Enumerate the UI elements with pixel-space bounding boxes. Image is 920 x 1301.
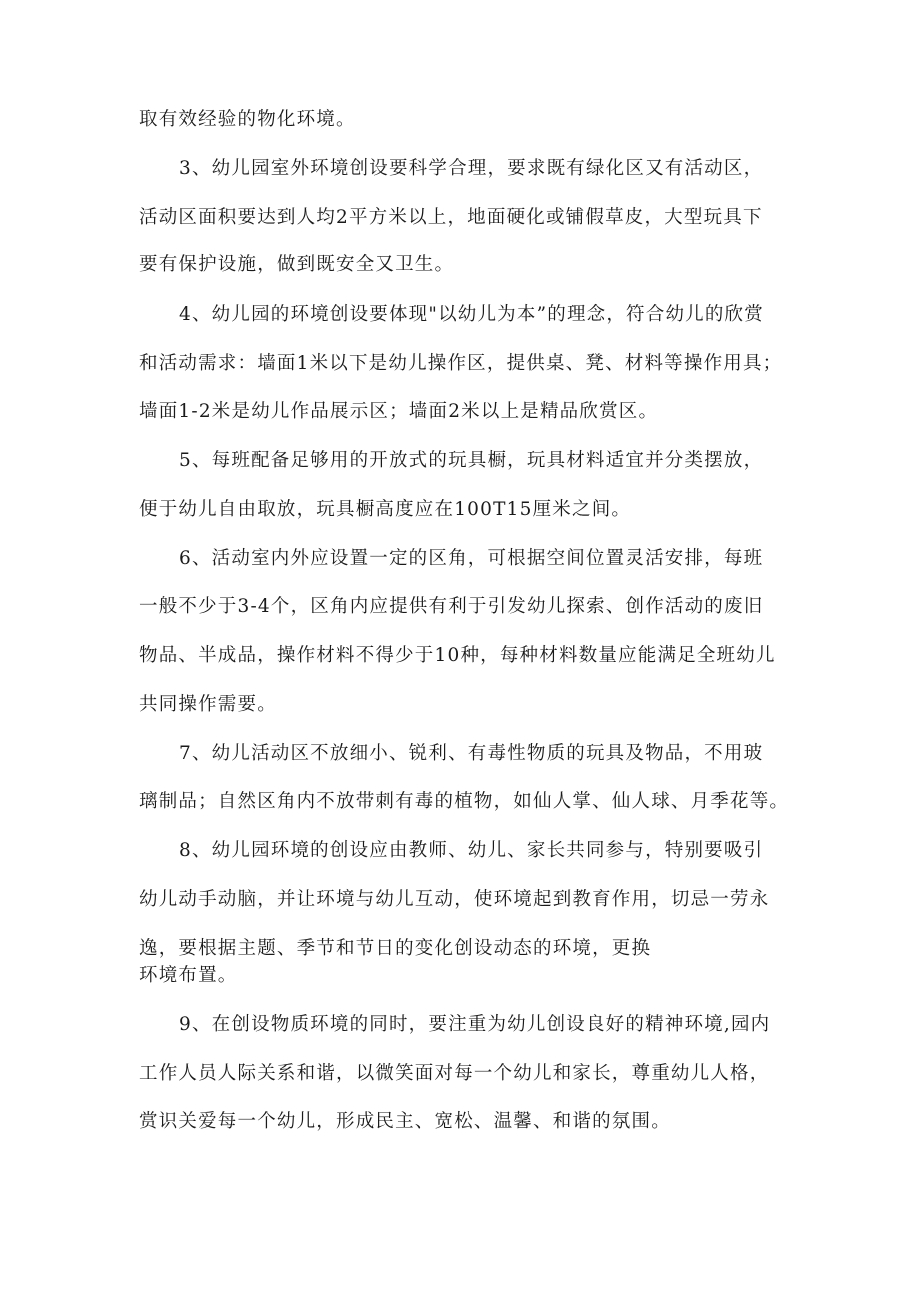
text-line-19: 环境布置。 <box>139 965 238 986</box>
text-line-6: 和活动需求：墙面1米以下是幼儿操作区，提供桌、凳、材料等操作用具； <box>139 353 783 374</box>
text-line-21: 工作人员人际关系和谐，以微笑面对每一个幼儿和家长，尊重幼儿人格， <box>139 1063 770 1084</box>
text-line-22: 赏识关爱每一个幼儿，形成民主、宽松、温馨、和谐的氛围。 <box>139 1111 671 1132</box>
text-line-1: 取有效经验的物化环境。 <box>139 109 356 130</box>
text-line-20: 9、在创设物质环境的同时，要注重为幼儿创设良好的精神环境,园内 <box>179 1014 771 1035</box>
text-line-9: 便于幼儿自由取放，玩具橱高度应在100T15厘米之间。 <box>139 499 632 520</box>
text-line-15: 璃制品；自然区角内不放带刺有毒的植物，如仙人掌、仙人球、月季花等。 <box>139 791 790 812</box>
text-line-8: 5、每班配备足够用的开放式的玩具橱，玩具材料适宜并分类摆放， <box>179 450 764 471</box>
text-line-4: 要有保护设施，做到既安全又卫生。 <box>139 254 455 275</box>
text-line-13: 共同操作需要。 <box>139 694 277 715</box>
text-line-7: 墙面1-2米是幼儿作品展示区；墙面2米以上是精品欣赏区。 <box>139 401 659 422</box>
text-line-5: 4、幼儿园的环境创设要体现"以幼儿为本”的理念，符合幼儿的欣赏 <box>179 304 764 325</box>
text-line-16: 8、幼儿园环境的创设应由教师、幼儿、家长共同参与，特别要吸引 <box>179 840 764 861</box>
text-line-12: 物品、半成品，操作材料不得少于10种，每种材料数量应能满足全班幼儿 <box>139 645 776 666</box>
text-line-2: 3、幼儿园室外环境创设要科学合理，要求既有绿化区又有活动区， <box>179 158 764 179</box>
text-line-11: 一般不少于3-4个，区角内应提供有利于引发幼儿探索、创作活动的废旧 <box>139 596 764 617</box>
text-line-17: 幼儿动手动脑，并让环境与幼儿互动，使环境起到教育作用，切忌一劳永 <box>139 889 770 910</box>
text-line-10: 6、活动室内外应设置一定的区角，可根据空间位置灵活安排，每班 <box>179 548 764 569</box>
text-line-14: 7、幼儿活动区不放细小、锐利、有毒性物质的玩具及物品，不用玻 <box>179 743 764 764</box>
text-line-18: 逸，要根据主题、季节和节日的变化创设动态的环境，更换 <box>139 938 652 959</box>
text-line-3: 活动区面积要达到人均2平方米以上，地面硬化或铺假草皮，大型玩具下 <box>139 207 763 228</box>
